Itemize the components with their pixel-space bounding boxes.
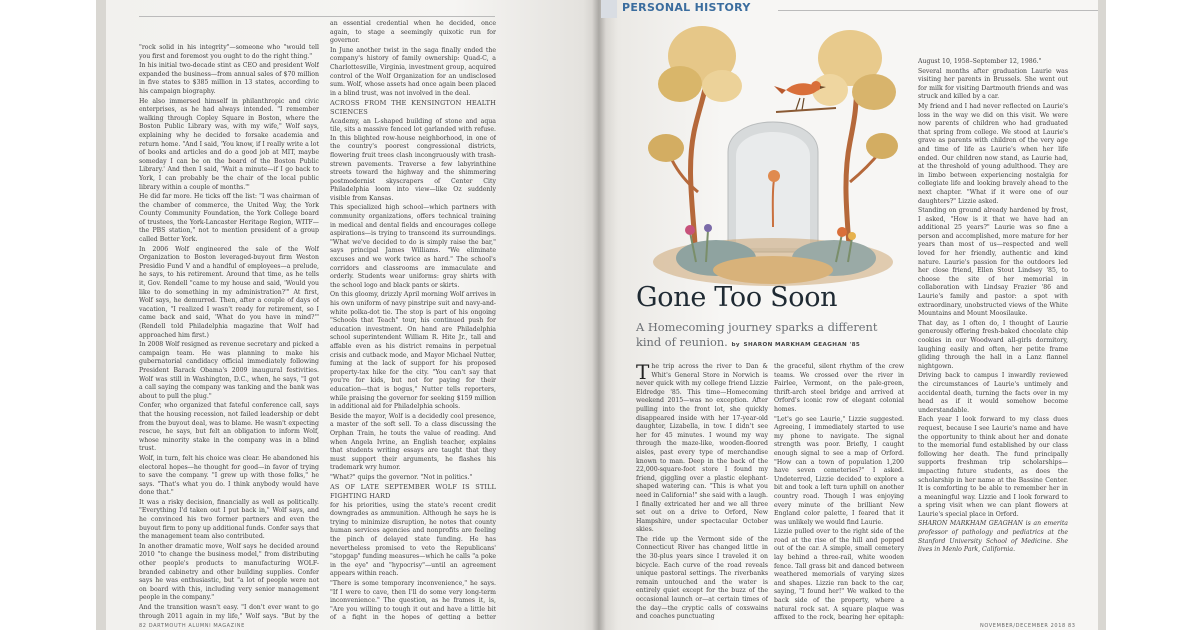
left-page-footer: 82 DARTMOUTH ALUMNI MAGAZINE	[139, 623, 245, 629]
paragraph: He also immersed himself in philanthropic and civic enterprises, as he had always intended. "I remember walking through Copley Square in Boston, where the Boston Public Library was, with my wife," Wolf says, explaining why he decided to forsake academia and return home. "And I said, 'You know, if I really write a lot of books and articles and do a good job at MIT, maybe someday I can be on the board of the Boston Public Library.' And then I said, 'Wait a minute—if I go back to York, I can probably be the chair of the local public library within a couple of months.'"	[139, 97, 319, 191]
section-title: PERSONAL HISTORY	[622, 1, 751, 14]
byline-prefix: by	[731, 342, 740, 348]
gravestone-illustration	[636, 12, 910, 302]
right-column-2	[774, 363, 904, 621]
paragraph: Confer, who organized that fateful conference call, says that the housing recession, not failed leadership or debt from the buyout deal, was to blame. He wasn't expecting rescue, he says, but felt an obligation to inform Wolf, whose minority stake in the company was in a blind trust.	[139, 402, 319, 453]
paragraph: Wolf, in turn, felt his choice was clear. He abandoned his electoral hopes—he thought for good—in favor of trying to save the company. "I grew up with those folks," he says. "That's what you do. I think anybody would have done that."	[139, 454, 319, 497]
paragraph: My friend and I had never reflected on Laurie's loss in the way we did on this visit. We were now parents of children who had graduated that spring from college. We stood at Laurie's grave as parents with children of the very age and time of life as Laurie's when her life ended. Our children now stand, as Laurie had, at the threshold of young adulthood. They are in limbo between experiencing nostalgia for collegiate life and looking bravely ahead to the next chapter. "What if it were one of our daughters?" Lizzie asked.	[918, 102, 1068, 205]
paragraph: August 10, 1958–September 12, 1986."	[918, 58, 1042, 65]
paragraph: "Let's go see Laurie," Lizzie suggested. Agreeing, I immediately started to use my phone to navigate. The signal strength was poor. Briefly, I caught enough signal to see a map of Orford. "How can a town of population 1,200 have seven cemeteries?" I asked. Undeterred, Lizzie decided to explore a bit and took a left turn uphill on another country road. Though I was enjoying every minute of the brilliant New England color palette, I feared that it was unlikely we would find Laurie.	[774, 415, 904, 526]
article-deck	[636, 320, 904, 353]
section-header-september: AS OF LATE SEPTEMBER WOLF IS STILL FIGHTING HARD	[330, 483, 496, 501]
paragraph: Beside the mayor, Wolf is a decidedly cool presence, a master of the soft sell. To a class discussing the Orphan Train, he touts the value of reading. And when Angela Ivrine, an English teacher, explains that students writing essays are taught that they must support their arguments, he flashes his trademark wry humor.	[330, 412, 496, 472]
left-column-2	[330, 20, 496, 620]
paragraph: "There is some temporary inconvenience," he says. "If I were to cave, then I'll do some very long-term inconvenience." The question, as he frames it, is, "Are you willing to tough it out and have a little bit of a fight in the hopes of getting a better	[330, 580, 496, 620]
paragraph: Lizzie pulled over to the right side of the road at the rise of the hill and popped out of the car. A simple, small cemetery lay behind a three-rail, white wooden fence. Tall grass bit and danced between weathered memorials of varying sizes and shapes. Lizzie ran back to the car, saying, "I found her!" We walked to the back side of the property, where a natural rock sat. A square plaque was affixed to the rock, bearing her epitaph:	[774, 528, 904, 621]
section-tab	[601, 0, 617, 18]
left-top-rule	[139, 16, 495, 17]
paragraph: Standing on ground already hardened by frost, I asked, "How is it that we have had an additional 25 years?" Laurie was so fine a person and accomplished, more mature for her years than most of us—respected and well loved for her friendly, authentic and kind nature. Laurie's passion for the outdoors led her close friend, Ellen Stout Lindsey '85, to choose the site of her memorial in collaboration with Lindsay Frazier '86 and Laurie's family and pastor: a spot with extraordinary, unobstructed views of the White Mountains and Mount Moosilauke.	[918, 207, 1068, 318]
paragraph: And the transition wasn't easy. "I don't ever want to go through 2011 again in my life," Wolf says. "But by the	[139, 604, 319, 620]
paragraph: "rock solid in his integrity"—someone who "would tell you first and foremost you ought to do the right thing."	[139, 44, 319, 60]
right-column-3	[918, 58, 1068, 620]
paragraph: He did far more. He ticks off the list: "I was chairman of the chamber of commerce, the United Way, the York County Community Foundation, the York College board of trustees, the York-Lancaster Heritage Region, WITF—the PBS station," not to mention president of a group called Better York.	[139, 193, 319, 244]
paragraph: In 2008 Wolf resigned as revenue secretary and picked a campaign team. He was planning to make his gubernatorial candidacy official immediately following President Barack Obama's 2009 inaugural festivities. Wolf was still in Washington, D.C., when, he says, "I got a call saying the company was tanking and the bank was about to pull the plug."	[139, 341, 319, 400]
paragraph: the graceful, silent rhythm of the crew teams. We crossed over the river in Fairlee, Vermont, on the pale-green, thrift-arch steel bridge and arrived at Orford's iconic row of elegant colonial homes.	[774, 363, 904, 413]
paragraph: In his initial two-decade stint as CEO and president Wolf expanded the business—from annual sales of $70 million in five states to $385 million in 13 states, according to his campaign biography.	[139, 62, 319, 95]
paragraph: Academy, an L-shaped building of stone and aqua tile, sits a massive fenced lot garlanded with refuse. In this blighted row-house neighborhood, in one of the country's poorest congressional districts, flowering fruit trees clash incongruously with trash-strewn pavements. Traverse a few labyrinthine streets toward the highway and the shimmering postmodernist skyscrapers of Center City Philadelphia loom into view—like Oz suddenly visible from Kansas.	[330, 117, 496, 202]
right-top-rule	[778, 10, 1098, 11]
byline: SHARON MARKHAM GEAGHAN '85	[743, 342, 861, 348]
right-page-footer: NOVEMBER/DECEMBER 2018 83	[980, 623, 1076, 629]
left-column-1	[139, 44, 319, 620]
deck-text: A Homecoming journey sparks a different kind of reunion.	[636, 320, 878, 349]
paragraph: an essential credential when he decided, once again, to stage a seemingly quixotic run for governor.	[330, 20, 496, 45]
author-credit-geaghan: SHARON MARKHAM GEAGHAN is an emerita professor of pathology and pediatrics at the Stanford University School of Medicine. She lives in Menlo Park, California.	[918, 520, 1068, 554]
paragraph: he trip across the river to Dan & Whit's General Store in Norwich is never quick with my college friend Lizzie Eldredge '85. This time—Homecoming weekend 2015—was no exception. After pulling into the front lot, she quickly disappeared inside with her 17-year-old daughter, Lizabella, in tow. I didn't see her for 45 minutes. I wound my way through the maze-like, wooden-floored aisles, past every type of merchandise known to man. Deep in the back of the 22,000-square-foot store I found my friend, giggling over a plastic elephant-shaped watering can. "This is what you need in California!" she said with a laugh. I finally extricated her and we all three set out on a drive to Orford, New Hampshire, under spectacular October skies.	[636, 363, 768, 534]
paragraph: Each year I look forward to my class dues request, because I see Laurie's name and have the opportunity to think about her and donate to the memorial fund established by our class following her death. The fund principally supports freshman trip scholarships—impacting future students, as does the scholarship in her name at the Bassine Center. It is comforting to be able to remember her in a meaningful way. Lizzie and I look forward to a spring visit when we can plant flowers at Laurie's special place in Orford.	[918, 416, 1068, 518]
paragraph: The ride up the Vermont side of the Connecticut River has changed little in the 30-plus years since I traveled it on bicycle. Each curve of the road reveals unique pastoral settings. The riverbanks remain untouched and the water is entirely quiet except for the buzz of the occasional launch or—at certain times of the day—the cryptic calls of coxswains and coaches punctuating	[636, 535, 768, 621]
drop-cap: T	[636, 363, 650, 384]
paragraph: for his priorities, using the state's recent credit downgrades as ammunition. Although he says he is trying to minimize disruption, he notes that county human services agencies and nonprofits are feeling the pinch of delayed state funding. He has nevertheless promised to veto the Republicans' "stopgap" funding measures—which he calls "a poke in the eye" and "hypocrisy"—until an agreement appears within reach.	[330, 501, 496, 578]
paragraph: In another dramatic move, Wolf says he decided around 2010 "to change the business model," from distributing other people's products to manufacturing WOLF-branded cabinetry and other building supplies. Confer says he was enthusiastic, but "a lot of people were not on board with this, including very senior management people in the company."	[139, 542, 319, 602]
paragraph: "What?" quips the governor. "Not in politics."	[330, 473, 473, 481]
paragraph: On this gloomy, drizzly April morning Wolf arrives in his own uniform of navy pinstripe suit and navy-and-white polka-dot tie. The stop is part of his ongoing "Schools that Teach" tour, his continued push for education investment. On hand are Philadelphia school superintendent William R. Hite Jr., tall and affable even as his district remains in perpetual crisis and cutback mode, and Mayor Michael Nutter, fuming at the lack of support for his proposed property-tax hike for the city. "You can't say that you're for kids, but not for paying for their education—that is bogus," Nutter tells reporters, while praising the governor for seeking $159 million in additional aid for Philadelphia schools.	[330, 291, 496, 411]
paragraph: It was a risky decision, financially as well as politically. "Everything I'd taken out I put back in," Wolf says, and he convinced his two former partners and even the buyout firm to pony up additional funds. Confer says that the management team also contributed.	[139, 498, 319, 541]
paragraph: Several months after graduation Laurie was visiting her parents in Brussels. She went out for milk for visiting Dartmouth friends and was struck and killed by a car.	[918, 67, 1068, 101]
paragraph: In 2006 Wolf engineered the sale of the Wolf Organization to Boston leveraged-buyout firm Weston Presidio Fund V and a handful of employees—a prelude, he says, to his retirement. Around that time, as he tells it, Gov. Rendell "came to my house and said, 'Would you like to do something in my administration?'" At first, Wolf says, he demurred. Then, after a couple of days of vacation, "I realized I wasn't ready for retirement, so I came back and said, 'What do you have in mind?'" (Rendell told Philadelphia magazine that Wolf had approached him first.)	[139, 245, 319, 339]
article-headline: Gone Too Soon	[636, 282, 838, 313]
paragraph: Driving back to campus I inwardly reviewed the circumstances of Laurie's untimely and accidental death, turning the facts over in my head as if it would somehow become understandable.	[918, 372, 1068, 414]
paragraph: That day, as I often do, I thought of Laurie generously offering fresh-baked chocolate chip cookies in our Woodward all-girls dormitory, laughing easily and often, her petite frame gliding through the hall in a Lanz flannel nightgown.	[918, 319, 1068, 370]
magazine-spine	[592, 0, 606, 630]
paragraph: This specialized high school—which partners with community organizations, offers technical training in medical and dental fields and encourages college aspirations—is trying to transcend its surroundings. "What we've decided to do is simply raise the bar," says principal James Williams. "We eliminate excuses and we work twice as hard." The school's corridors and classrooms are immaculate and orderly. Students wear uniforms: gray shirts with the school logo and black pants or skirts.	[330, 204, 496, 289]
right-column-1	[636, 363, 768, 621]
section-header-kensington: ACROSS FROM THE KENSINGTON HEALTH SCIENCES	[330, 99, 496, 116]
paragraph: In June another twist in the saga finally ended the company's history of family ownership: Quad-C, a Charlottesville, Virginia, investment group, acquired control of the Wolf Organization for an undisclosed sum. Wolf, whose assets had once again been placed in a blind trust, was not involved in the deal.	[330, 46, 496, 97]
